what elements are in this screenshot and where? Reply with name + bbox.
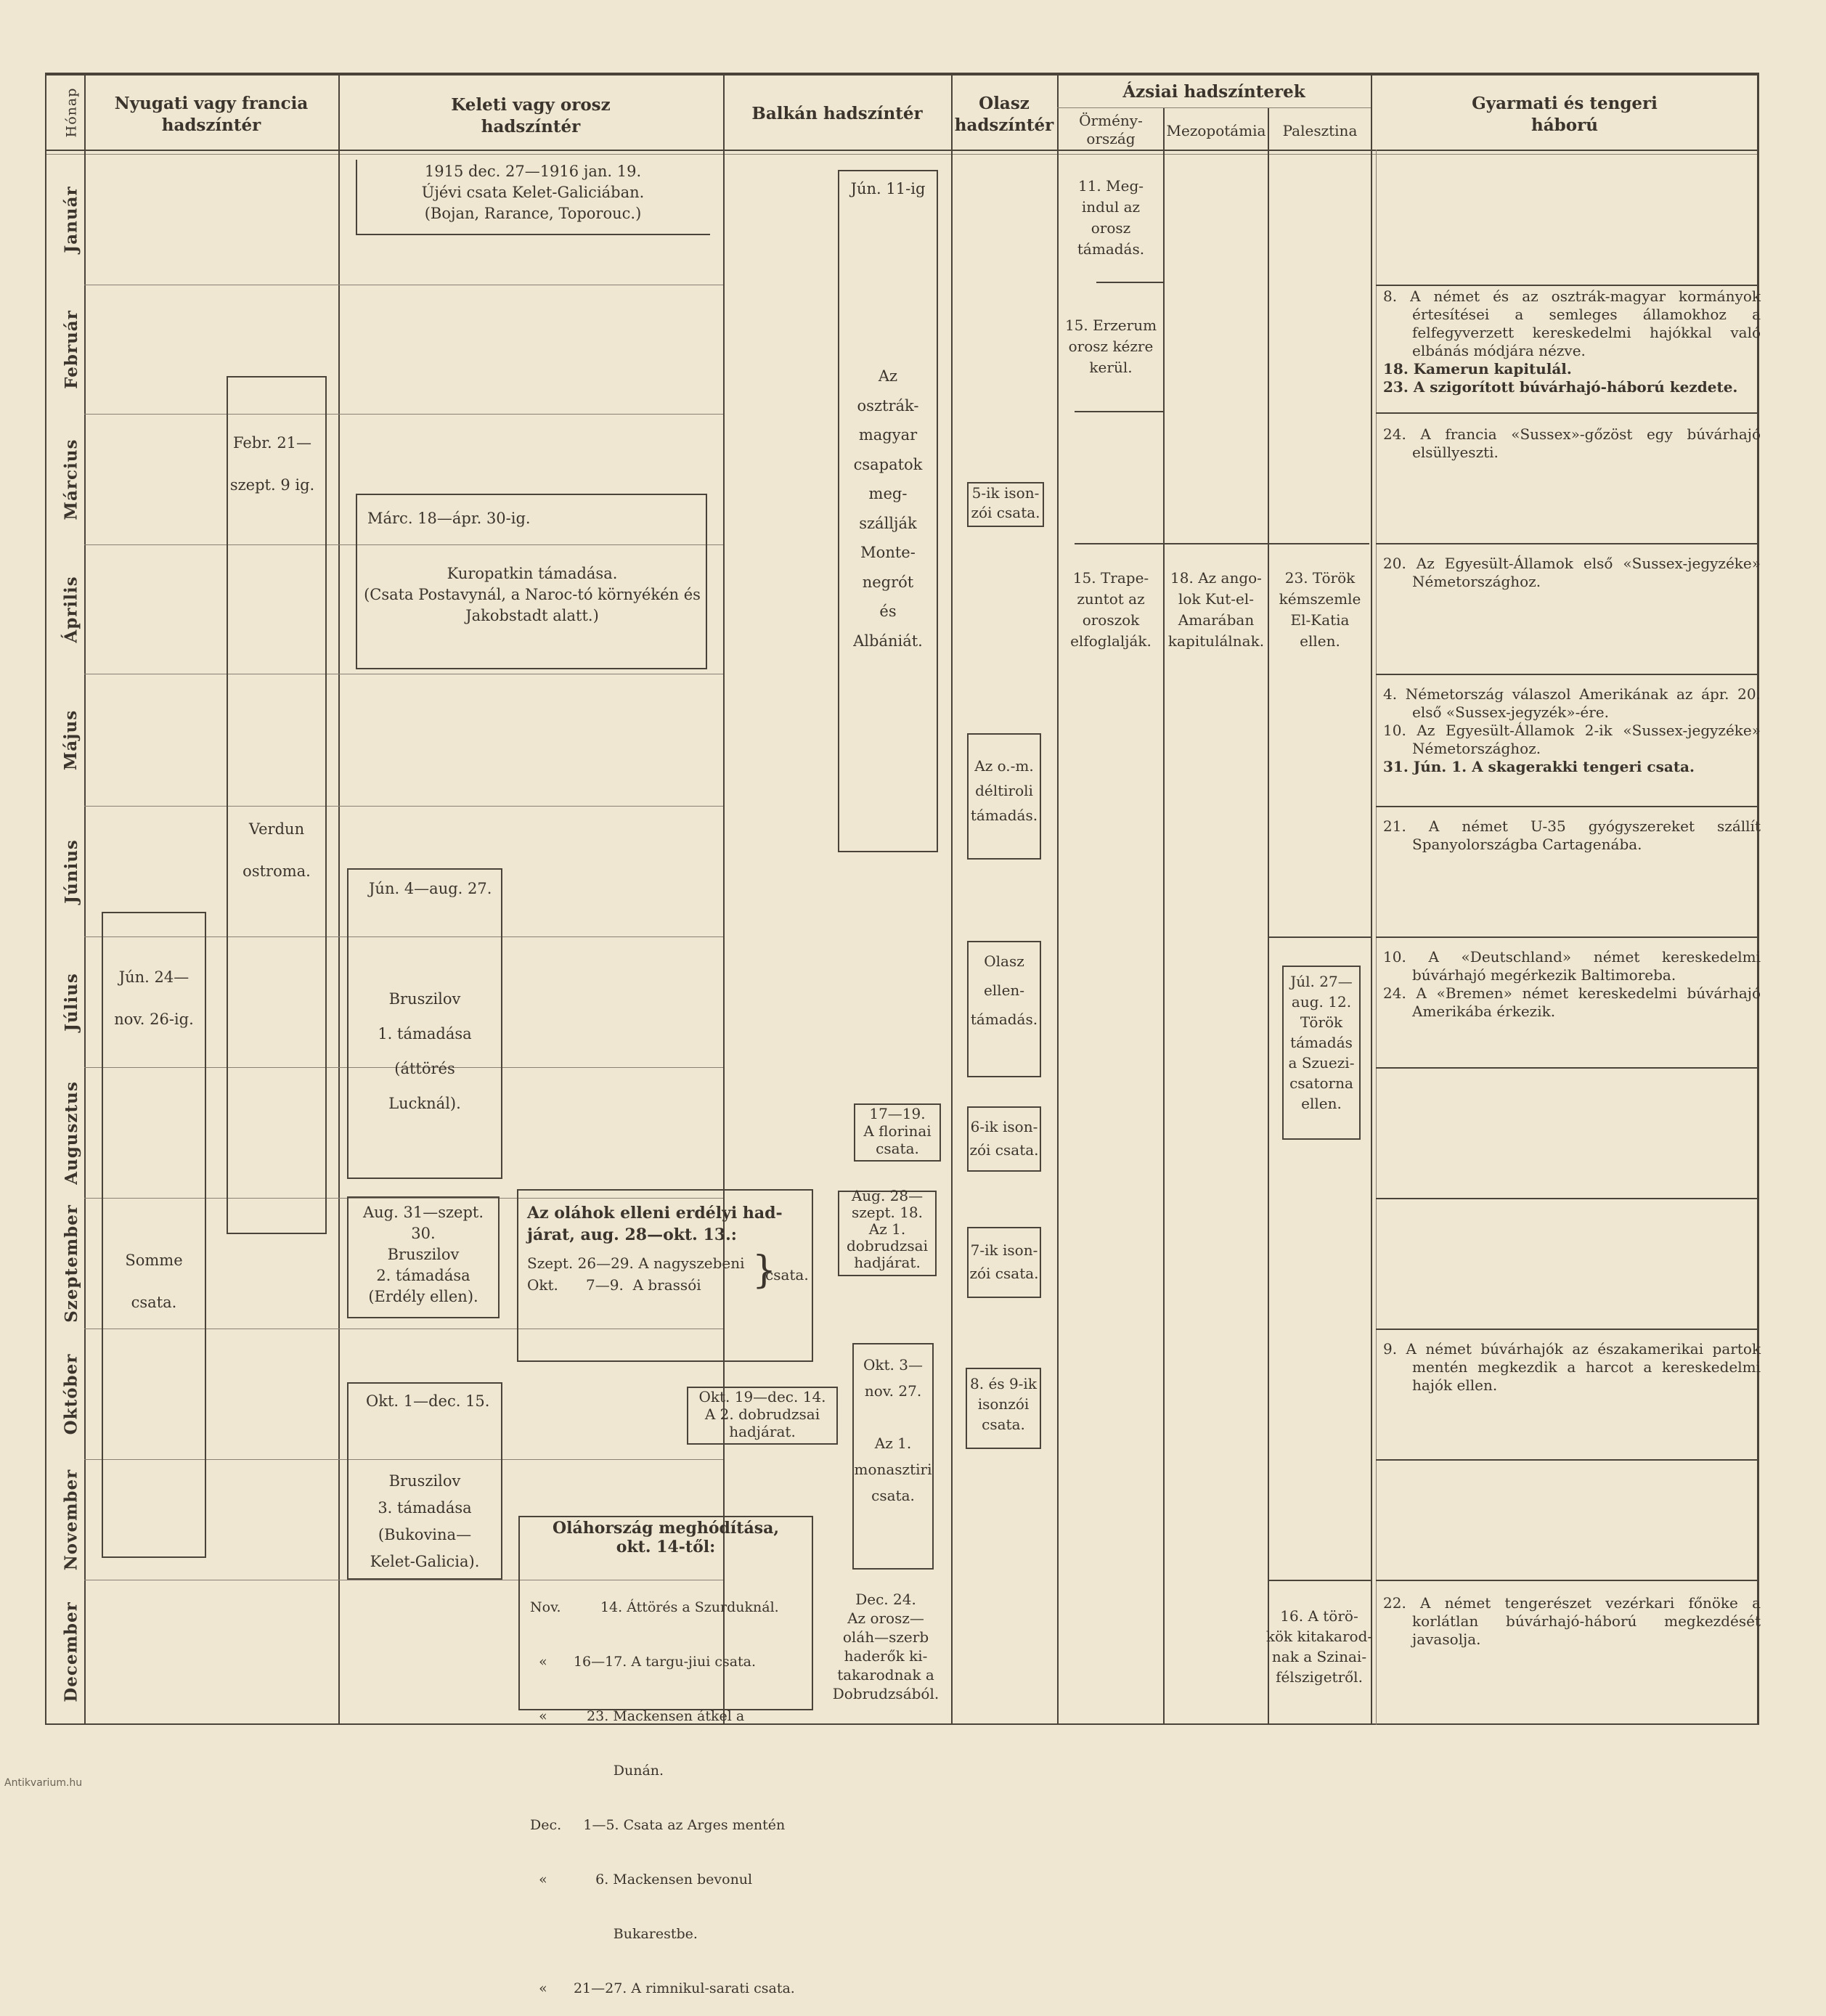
mesopotamia-apr-text: 18. Az ango- lok Kut-el- Amarában kapitulálnak. bbox=[1167, 569, 1265, 650]
header-honap: Hónap bbox=[63, 87, 79, 138]
isonzo-5-text: 5-ik ison- zói csata. bbox=[971, 484, 1040, 521]
colonial-entry: 22. A német tengerészet vezérkari főnöke a korlátlan búvárhajó-háború megkezdését javasolja. bbox=[1383, 1594, 1761, 1648]
month-label: Január bbox=[61, 186, 81, 253]
monastir-text: Okt. 3— nov. 27. Az 1. monasztiri csata. bbox=[854, 1356, 932, 1504]
month-label: Június bbox=[61, 838, 81, 904]
month-label: Április bbox=[61, 575, 81, 643]
header-armenia: Örmény- ország bbox=[1079, 112, 1143, 147]
list-item: Bukarestbe. bbox=[530, 1926, 698, 1942]
kuropatkin-date: Márc. 18—ápr. 30-ig. bbox=[367, 510, 531, 527]
verdun-bar bbox=[227, 376, 327, 1234]
colonial-mar bbox=[1383, 425, 1761, 462]
header-colonial: Gyarmati és tengeri háború bbox=[1472, 94, 1658, 135]
dobrudja-exit-text: Dec. 24. Az orosz— oláh—szerb haderők ki- takarodnak a Dobrudzsából. bbox=[832, 1591, 940, 1702]
somme-dates: Jún. 24— nov. 26-ig. bbox=[114, 968, 194, 1028]
colonial-entry: 20. Az Egyesült-Államok első «Sussex-jegyzéke» Németországhoz. bbox=[1383, 555, 1761, 590]
list-item: « 21—27. A rimnikul-sarati csata. bbox=[530, 1980, 795, 1996]
header-balkan: Balkán hadszíntér bbox=[751, 104, 923, 123]
romania-title: Oláhország meghódítása, okt. 14-től: bbox=[553, 1519, 779, 1556]
verdun-title: Verdun ostroma. bbox=[242, 820, 311, 880]
list-item: Dec. 1—5. Csata az Arges mentén bbox=[530, 1817, 786, 1833]
header-west: Nyugati vagy francia hadszíntér bbox=[114, 94, 309, 135]
month-label: Augusztus bbox=[61, 1080, 81, 1185]
east-newyear-text: 1915 dec. 27—1916 jan. 19. Újévi csata Kelet-Galiciában. (Bojan, Rarance, Toporouc.) bbox=[421, 163, 645, 222]
isonzo-6-text: 6-ik ison- zói csata. bbox=[969, 1118, 1039, 1159]
colonial-entry: 9. A német búvárhajók az északamerikai partok mentén megkezdik a harcot a kereskedelmi hajók ellen. bbox=[1383, 1340, 1761, 1394]
montenegro-date: Jún. 11-ig bbox=[850, 180, 926, 197]
dobrudja-2-text: Okt. 19—dec. 14. A 2. dobrudzsai hadjárat. bbox=[698, 1388, 826, 1440]
month-label: Július bbox=[61, 972, 81, 1032]
palestine-dec-text: 16. A törö- kök kitakarod- nak a Szinai- félszigetről. bbox=[1265, 1607, 1373, 1686]
list-item: « 6. Mackensen bevonul bbox=[530, 1872, 753, 1888]
colonial-apr bbox=[1383, 555, 1761, 591]
list-item: Nov. 14. Áttörés a Szurduknál. bbox=[530, 1599, 779, 1615]
colonial-entry: 4. Németország válaszol Amerikának az ápr. 20. első «Sussex-jegyzék»-ére. bbox=[1383, 685, 1761, 721]
florina-text: 17—19. A florinai csata. bbox=[863, 1105, 932, 1157]
counterattack-text: Olasz ellen- támadás. bbox=[970, 952, 1038, 1028]
armenia-feb-text: 15. Erzerum orosz kézre kerül. bbox=[1064, 317, 1157, 376]
list-item: Dunán. bbox=[530, 1763, 664, 1779]
brusilov-3-date: Okt. 1—dec. 15. bbox=[366, 1392, 490, 1410]
header-palestine: Palesztina bbox=[1282, 122, 1358, 139]
suez-text: Júl. 27— aug. 12. Török támadás a Szuezi- csatorna ellen. bbox=[1288, 973, 1355, 1112]
colonial-entry: 8. A német és az osztrák-magyar kormányok értesítései a semleges államokhoz a felfegyverzett kereskedelmi hajókkal való elbánás módjára nézve. bbox=[1383, 287, 1761, 359]
header-asia: Ázsiai hadszínterek bbox=[1122, 82, 1305, 102]
header-mesopotamia: Mezopotámia bbox=[1166, 122, 1266, 139]
transylvania-line-2: Okt. 7—9. A brassói bbox=[527, 1276, 701, 1294]
verdun-dates: Febr. 21— szept. 9 ig. bbox=[229, 434, 315, 494]
month-label: Szeptember bbox=[61, 1204, 81, 1323]
colonial-entry: 10. Az Egyesült-Államok 2-ik «Sussex-jegyzéke» Németországhoz. bbox=[1383, 722, 1761, 757]
colonial-entry: 10. A «Deutschland» német kereskedelmi búvárhajó megérkezik Baltimoreba. bbox=[1383, 948, 1761, 984]
colonial-entry: 18. Kamerun kapitulál. bbox=[1383, 360, 1572, 378]
isonzo-7-text: 7-ik ison- zói csata. bbox=[969, 1241, 1039, 1282]
colonial-oct bbox=[1383, 1340, 1761, 1395]
month-label: Március bbox=[61, 438, 81, 520]
watermark: Antikvarium.hu bbox=[4, 1777, 83, 1789]
transylvania-line-1: Szept. 26—29. A nagyszebeni bbox=[527, 1254, 745, 1272]
brusilov-1-date: Jún. 4—aug. 27. bbox=[369, 880, 492, 897]
brusilov-2-text: Aug. 31—szept. 30. Bruszilov 2. támadása (Erdély ellen). bbox=[362, 1204, 484, 1305]
list-item: « 23. Mackensen átkel a bbox=[530, 1708, 745, 1724]
colonial-entry: 21. A német U-35 gyógyszereket szállít Spanyolországba Cartagenába. bbox=[1383, 817, 1761, 853]
colonial-may bbox=[1383, 685, 1761, 776]
colonial-dec bbox=[1383, 1594, 1761, 1649]
header-east: Keleti vagy orosz hadszíntér bbox=[451, 95, 611, 136]
colonial-feb bbox=[1383, 287, 1761, 396]
somme-title: Somme csata. bbox=[125, 1252, 183, 1311]
armenia-apr-text: 15. Trape- zuntot az oroszok elfoglalják. bbox=[1070, 569, 1152, 650]
brusilov-1-text: Bruszilov 1. támadása (áttörés Lucknál). bbox=[378, 990, 472, 1112]
colonial-entry: 24. A francia «Sussex»-gőzöst egy búvárhajó elsüllyeszti. bbox=[1383, 425, 1761, 461]
dobrudja-1-text: Aug. 28— szept. 18. Az 1. dobrudzsai hadjárat. bbox=[846, 1187, 928, 1271]
header-italy: Olasz hadszíntér bbox=[954, 94, 1054, 135]
kuropatkin-text: Kuropatkin támadása. (Csata Postavynál, a Naroc-tó környékén és Jakobstadt alatt.) bbox=[364, 565, 701, 624]
month-label: Október bbox=[61, 1353, 81, 1435]
list-item: « 16—17. A targu-jiui csata. bbox=[530, 1654, 757, 1670]
transylvania-csata: csata. bbox=[765, 1266, 809, 1284]
month-label: Május bbox=[61, 709, 81, 770]
transylvania-title: Az oláhok elleni erdélyi had- járat, aug. 28—okt. 13.: bbox=[527, 1204, 783, 1244]
south-tyrol-text: Az o.-m. déltiroli támadás. bbox=[970, 757, 1038, 824]
colonial-jul bbox=[1383, 948, 1761, 1021]
palestine-apr-text: 23. Török kémszemle El-Katia ellen. bbox=[1279, 569, 1361, 650]
armenia-jan-text: 11. Meg- indul az orosz támadás. bbox=[1077, 177, 1145, 258]
month-label: Február bbox=[61, 309, 81, 389]
montenegro-text: Az osztrák- magyar csapatok meg- szállják Monte- negrót és Albániát. bbox=[853, 367, 923, 650]
romania-lines bbox=[530, 1562, 809, 2016]
isonzo-8-9-text: 8. és 9-ik isonzói csata. bbox=[970, 1375, 1037, 1433]
colonial-entry: 24. A «Bremen» német kereskedelmi búvárhajó Amerikába érkezik. bbox=[1383, 984, 1761, 1020]
colonial-jun bbox=[1383, 817, 1761, 854]
month-label: November bbox=[61, 1469, 81, 1570]
brusilov-3-text: Bruszilov 3. támadása (Bukovina— Kelet-Galicia). bbox=[370, 1472, 480, 1570]
colonial-entry: 23. A szigorított búvárhajó-háború kezdete. bbox=[1383, 378, 1738, 396]
month-label: December bbox=[61, 1601, 81, 1702]
brace-glyph: } bbox=[752, 1249, 777, 1292]
colonial-entry: 31. Jún. 1. A skagerakki tengeri csata. bbox=[1383, 758, 1695, 775]
